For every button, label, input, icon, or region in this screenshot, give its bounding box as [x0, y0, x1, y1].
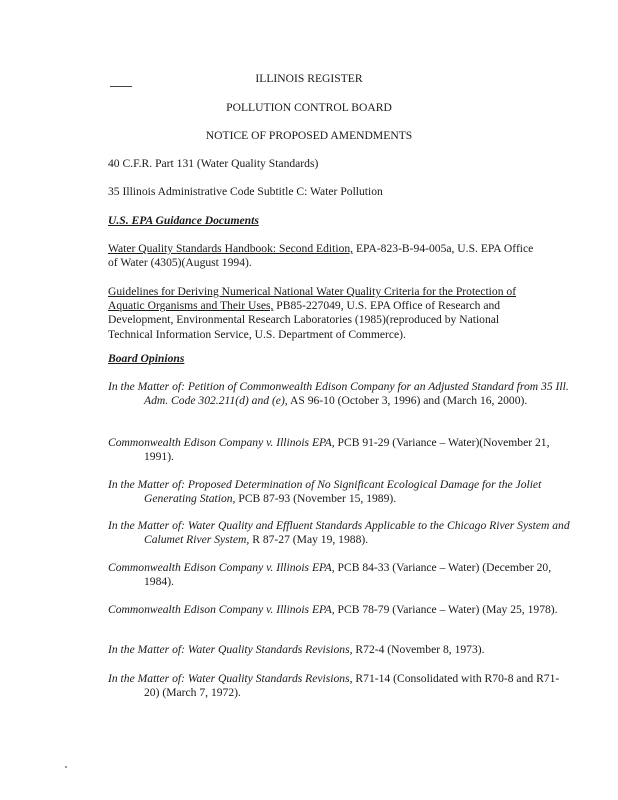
opinion-case-details: R71-14 (Consolidated with R70-8 and R71-20) (March 7, 1972).	[144, 672, 560, 700]
register-title: ILLINOIS REGISTER	[255, 72, 363, 85]
opinion-item	[108, 380, 574, 408]
opinion-item	[108, 603, 574, 617]
opinion-case-name: In the Matter of: Water Quality Standards Revisions,	[108, 643, 353, 656]
opinion-case-name: Commonwealth Edison Company v. Illinois EPA,	[108, 603, 335, 616]
opinion-case-name: Commonwealth Edison Company v. Illinois EPA,	[108, 561, 335, 574]
opinion-case-details: R 87-27 (May 19, 1988).	[249, 533, 369, 547]
opinion-case-name: In the Matter of: Water Quality Standards Revisions,	[108, 672, 353, 685]
opinion-case-details: PCB 87-93 (November 15, 1989).	[235, 492, 397, 506]
guidance-doc-1-title: Water Quality Standards Handbook: Second Edition,	[108, 242, 354, 255]
scan-speck	[65, 766, 67, 768]
notice-title: NOTICE OF PROPOSED AMENDMENTS	[205, 129, 413, 142]
opinion-case-details: PCB 91-29 (Variance – Water)(November 21, 1991).	[144, 436, 550, 464]
opinion-item	[108, 436, 574, 464]
opinion-item	[108, 643, 574, 657]
board-title: POLLUTION CONTROL BOARD	[226, 101, 392, 114]
opinion-case-details: PCB 78-79 (Variance – Water) (May 25, 1978).	[334, 603, 558, 616]
guidance-doc-2-title: Guidelines for Deriving Numerical National Water Quality Criteria for the Protection of Aquatic Organisms and Their Uses,	[108, 285, 517, 313]
opinion-case-name: In the Matter of: Water Quality and Effluent Standards Applicable to the Chicago River System and Calumet River System,	[108, 519, 570, 547]
iac-reference: 35 Illinois Administrative Code Subtitle C: Water Pollution	[108, 185, 383, 198]
cfr-reference: 40 C.F.R. Part 131 (Water Quality Standards)	[108, 157, 319, 170]
opinion-case-name: In the Matter of: Petition of Commonwealth Edison Company for an Adjusted Standard from 35 Ill. Adm. Code 302.211(d) and (e),	[108, 380, 569, 408]
opinion-case-details: R72-4 (November 8, 1973).	[352, 643, 485, 656]
opinion-item	[108, 672, 574, 700]
guidance-doc-2-details: PB85-227049, U.S. EPA Office of Research and Development, Environmental Research Laboratories (1985)(reproduced by National Technical Information Service, U.S. Department of Commerce).	[108, 299, 501, 341]
opinion-case-details: PCB 84-33 (Variance – Water) (December 20, 1984).	[144, 561, 552, 589]
guidance-doc-1-details: EPA-823-B-94-005a, U.S. EPA Office of Water (4305)(August 1994).	[108, 242, 534, 270]
opinion-item	[108, 478, 574, 506]
opinion-case-name: Commonwealth Edison Company v. Illinois EPA,	[108, 436, 335, 449]
guidance-heading: U.S. EPA Guidance Documents	[108, 214, 259, 227]
opinion-case-name: In the Matter of: Proposed Determination of No Significant Ecological Damage for the Joliet Generating Station,	[108, 478, 542, 506]
guidance-doc-1	[108, 242, 538, 270]
opinion-item	[108, 519, 574, 547]
opinion-case-details: AS 96-10 (October 3, 1996) and (March 16, 2000).	[287, 394, 528, 408]
opinion-item	[108, 561, 574, 589]
guidance-doc-2	[108, 285, 538, 342]
opinions-heading: Board Opinions	[108, 352, 185, 365]
